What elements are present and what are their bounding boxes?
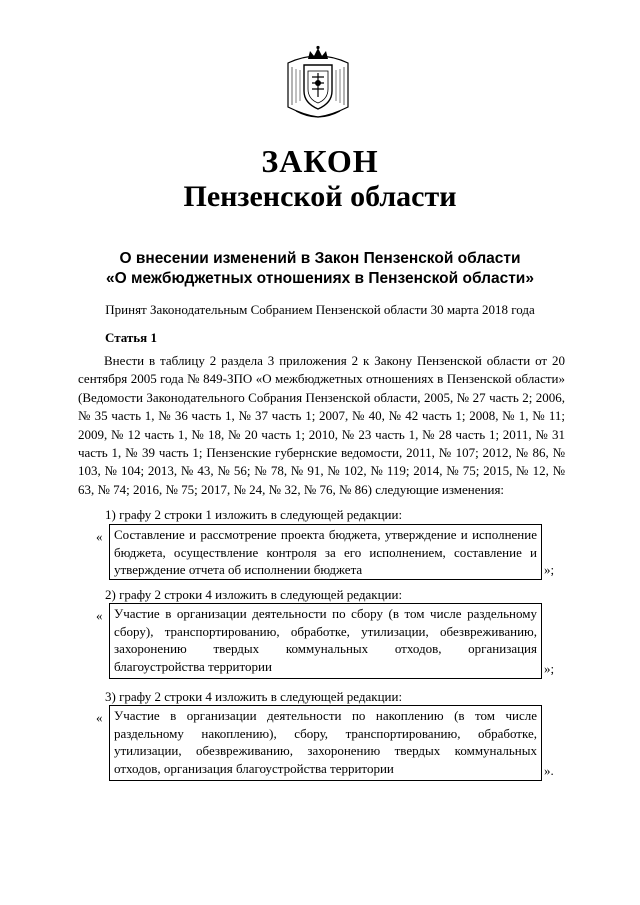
adoption-note: Принят Законодательным Собранием Пензенской области 30 марта 2018 года — [105, 302, 535, 317]
law-title: ЗАКОН — [261, 143, 379, 179]
open-quote: « — [96, 710, 103, 725]
amendment-text-box: Участие в организации деятельности по сбору (в том числе раздельному сбору), транспортированию, обработке, утилизации, обезвреживанию, захоронению твердых коммунальных отходов, организация благоустройства территории — [109, 603, 542, 679]
law-subject-line-1: О внесении изменений в Закон Пензенской области — [119, 250, 521, 267]
amendment-text-box: Составление и рассмотрение проекта бюджета, утверждение и исполнение бюджета, осуществление контроля за его исполнением, составление и утверждение отчета об исполнении бюджета — [109, 524, 542, 580]
close-quote: »; — [544, 562, 555, 577]
law-subject-line-2: «О межбюджетных отношениях в Пензенской области» — [106, 270, 534, 287]
coat-of-arms-icon — [282, 45, 354, 125]
close-quote: »; — [544, 661, 555, 676]
article-intro-paragraph: Внести в таблицу 2 раздела 3 приложения 2 к Закону Пензенской области от 20 сентября 2005 года № 849-ЗПО «О межбюджетных отношениях в Пензенской области» (Ведомости Законодательного Собрания Пензенской области, 2005, № 27 часть 2; 2006, № 35 часть 1, № 36 часть 1, № 37 часть 1; 2007, № 40, № 42 часть 1; 2008, № 1, № 11; 2009, № 12 часть 1, № 18, № 20 часть 1; 2010, № 23 часть 1, № 28 часть 1; 2011, № 31 часть 1, № 39 часть 1; Пензенские губернские ведомости, 2011, № 107; 2012, № 86, № 103, № 104; 2013, № 43, № 56; № 78, № 91, № 102, № 119; 2014, № 75; 2015, № 12, № 63, № 74; 2016, № 75; 2017, № 24, № 32, № 76, № 86) следующие изменения: — [78, 353, 565, 497]
article-heading: Статья 1 — [105, 330, 157, 345]
open-quote: « — [96, 529, 103, 544]
amendment-item-label: 2) графу 2 строки 4 изложить в следующей редакции: — [105, 587, 403, 602]
close-quote: ». — [544, 763, 554, 778]
law-region: Пензенской области — [183, 180, 457, 213]
amendment-text-box: Участие в организации деятельности по накоплению (в том числе раздельному накоплению), сбору, транспортированию, обработке, утилизации, обезвреживанию, захоронению твердых коммунальных отходов, организация благоустройства территории — [109, 705, 542, 781]
amendment-item-label: 3) графу 2 строки 4 изложить в следующей редакции: — [105, 689, 403, 704]
open-quote: « — [96, 608, 103, 623]
amendment-item-label: 1) графу 2 строки 1 изложить в следующей редакции: — [105, 507, 403, 522]
